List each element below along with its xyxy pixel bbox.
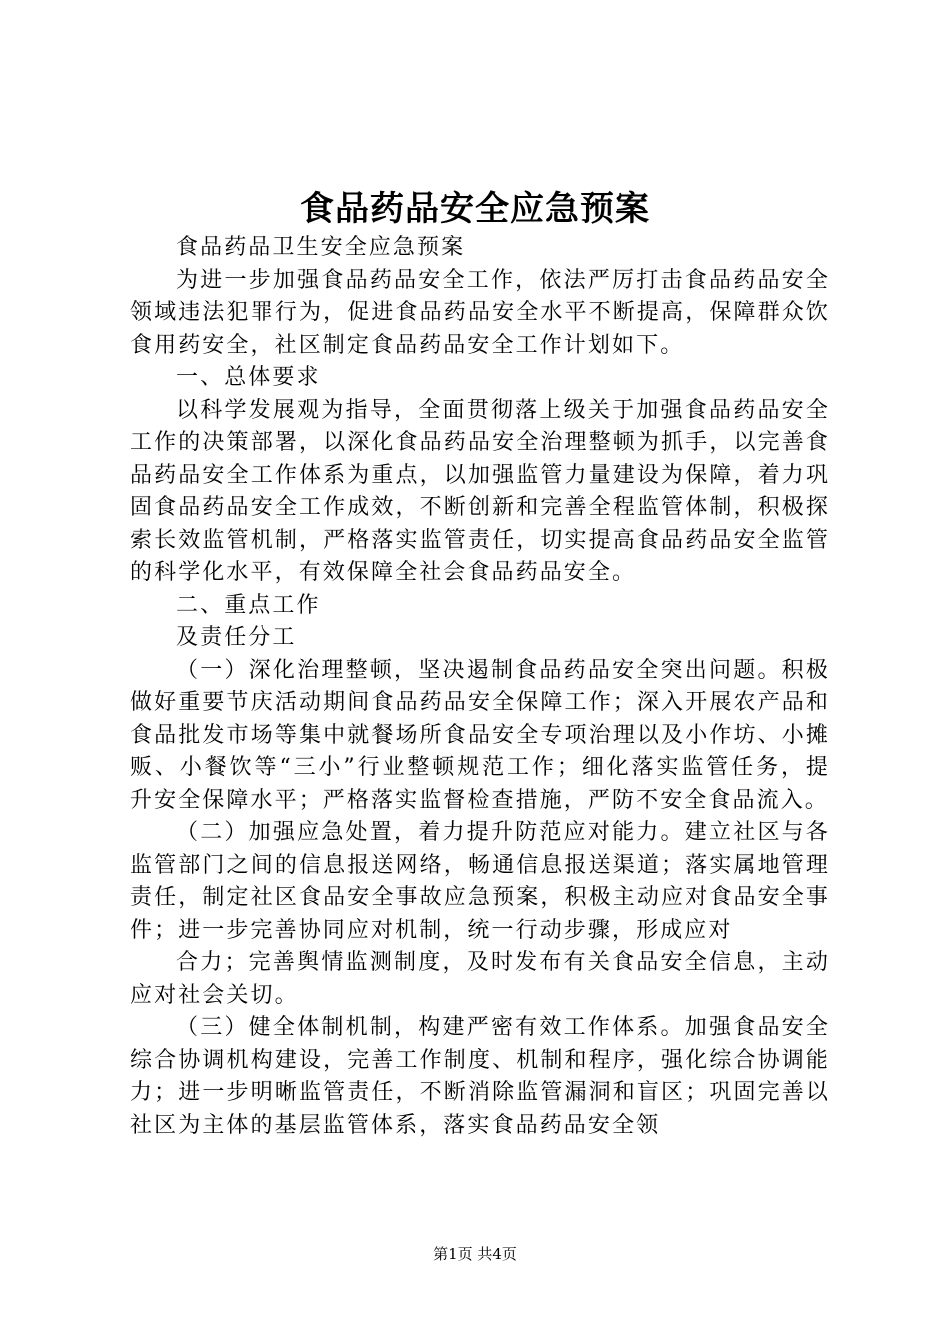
section-heading: 二、重点工作 (176, 592, 321, 618)
section-heading: 一、总体要求 (176, 365, 321, 390)
page-number-footer: 第1页 共4页 (433, 1245, 517, 1263)
document-paragraph: （一）深化治理整顿，坚决遏制食品药品安全突出问题。积极做好重要节庆活动期间食品药品安全保障工作；深入开展农产品和食品批发市场等集中就餐场所食品安全专项治理以及小作坊、小摊贩、小餐饮等“三小”行业整顿规范工作；细化落实监管任务，提升安全保障水平；严格落实监督检查措施，严防不安全食品流入。 (130, 657, 830, 813)
page-title: 食品药品安全应急预案 (300, 189, 650, 229)
document-paragraph: （二）加强应急处置，着力提升防范应对能力。建立社区与各监管部门之间的信息报送网络，畅通信息报送渠道；落实属地管理责任，制定社区食品安全事故应急预案，积极主动应对食品安全事件；进一步完善协同应对机制，统一行动步骤，形成应对 (130, 820, 830, 943)
section-heading-continuation: 及责任分工 (176, 625, 297, 650)
document-paragraph: 为进一步加强食品药品安全工作，依法严厉打击食品药品安全领域违法犯罪行为，促进食品药品安全水平不断提高，保障群众饮食用药安全，社区制定食品药品安全工作计划如下。 (130, 267, 830, 358)
document-paragraph: 食品药品卫生安全应急预案 (176, 235, 466, 260)
document-paragraph: 合力；完善舆情监测制度，及时发布有关食品安全信息，主动应对社会关切。 (130, 950, 830, 1008)
document-body (130, 232, 830, 1142)
document-paragraph: 以科学发展观为指导，全面贯彻落上级关于加强食品药品安全工作的决策部署，以深化食品药品安全治理整顿为抓手，以完善食品药品安全工作体系为重点，以加强监管力量建设为保障，着力巩固食品药品安全工作成效，不断创新和完善全程监管体制，积极探索长效监管机制，严格落实监管责任，切实提高食品药品安全监管的科学化水平，有效保障全社会食品药品安全。 (130, 397, 830, 585)
document-paragraph: （三）健全体制机制，构建严密有效工作体系。加强食品安全综合协调机构建设，完善工作制度、机制和程序，强化综合协调能力；进一步明晰监管责任，不断消除监管漏洞和盲区；巩固完善以社区为主体的基层监管体系，落实食品药品安全领 (130, 1015, 830, 1138)
